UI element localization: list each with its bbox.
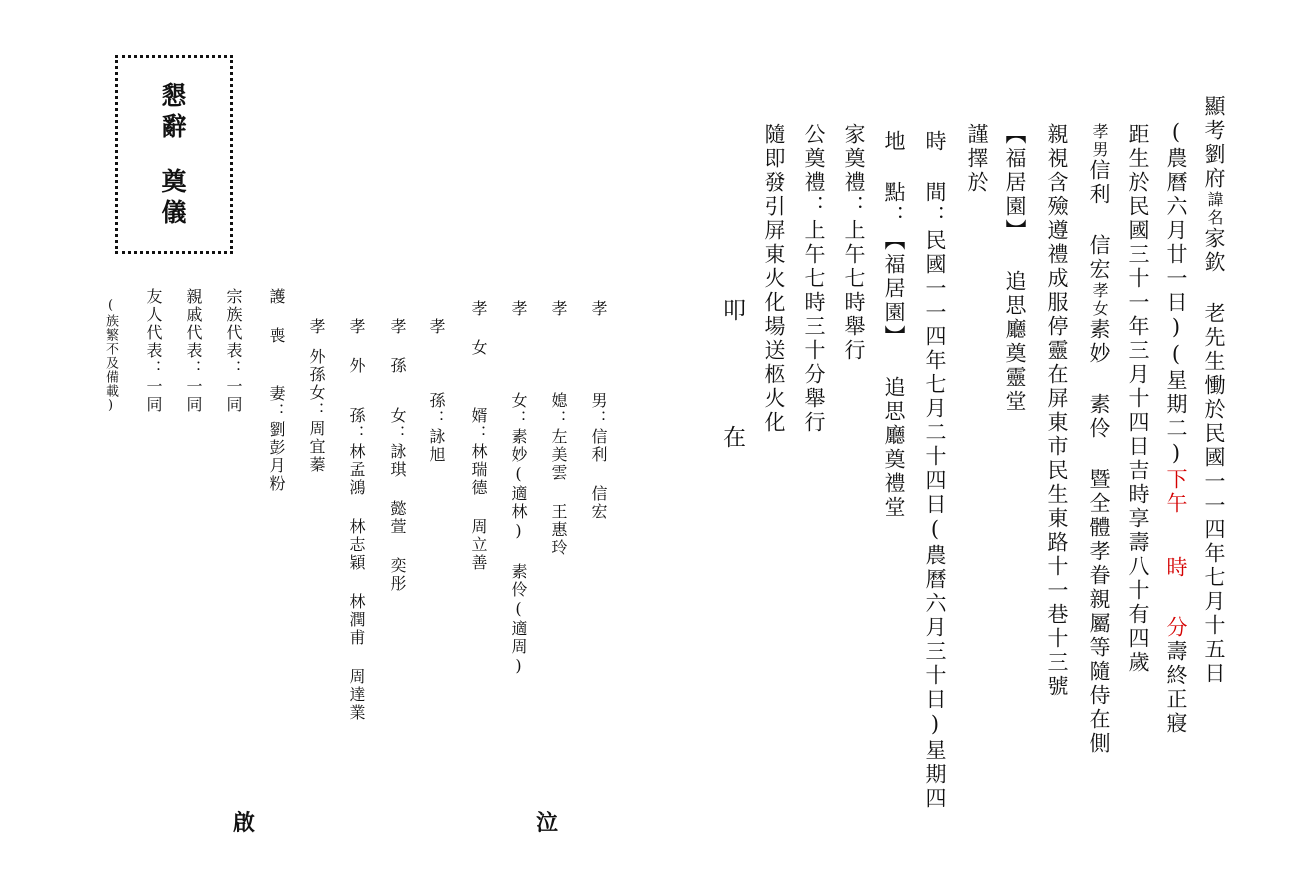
notice-column-6: 【福居園】 追思廳奠靈堂 (1003, 123, 1027, 414)
notice-column-4: 孝男信利 信宏孝女素妙 素伶 暨全體孝眷親屬等隨侍在側 (1087, 123, 1111, 756)
family-row-chief-mourner: 護 喪妻：劉彭月粉 (267, 288, 286, 493)
closing-kowtow: 叩 (719, 298, 745, 324)
notice-column-9: 地 點：【福居園】 追思廳奠禮堂 (882, 130, 906, 520)
family-row-granddaughter: 孝 孫女：詠琪 懿萱 奕彤 (388, 318, 407, 593)
notice-column-10: 家奠禮：上午七時舉行 (842, 123, 866, 363)
family-row-maternal-grandson: 孝 外孫：林孟鴻 林志穎 林潤甫 周達業 (347, 318, 366, 722)
notice-column-5: 親視含殮遵禮成服停靈在屏東市民生東路十一巷十三號 (1045, 123, 1069, 699)
notice-column-2: (農曆六月廿一日)(星期二)下午時分壽終正寢 (1164, 120, 1188, 736)
family-row-maternal-granddaughter: 孝外孫女：周宜蓁 (307, 318, 326, 474)
footer-announce: 啟 (233, 810, 256, 836)
decline-gifts-line1: 懇辭 (158, 82, 187, 144)
death-time-text: 下午 (1164, 468, 1188, 516)
family-row-daughter-in-law: 孝媳：左美雲 王惠玲 (549, 300, 568, 557)
notice-column-3: 距生於民國三十一年三月十四日吉時享壽八十有四歲 (1126, 123, 1150, 675)
footer-weep: 泣 (536, 810, 559, 836)
notice-column-7: 謹擇於 (965, 123, 989, 195)
family-row-grandson: 孝孫：詠旭 (427, 318, 446, 464)
notice-column-1: 顯考劉府諱名家欽 老先生慟於民國一一四年七月十五日 (1202, 95, 1226, 686)
notice-column-12: 隨即發引屏東火化場送柩火化 (762, 123, 786, 435)
family-row-daughter: 孝女：素妙(適林) 素伶(適周) (509, 300, 528, 677)
family-row-son: 孝男：信利 信宏 (589, 300, 608, 521)
closing-at: 在 (719, 425, 745, 451)
clan-representative: 宗族代表：一同 (224, 288, 243, 414)
notice-column-8: 時 間：民國一一四年七月二十四日(農曆六月三十日)星期四 (923, 130, 947, 811)
notice-column-11: 公奠禮：上午七時三十分舉行 (802, 123, 826, 435)
friends-representative: 友人代表：一同 (144, 288, 163, 414)
family-row-son-in-law: 孝 女婿：林瑞德 周立善 (469, 300, 488, 572)
incomplete-list-note: (族繁不及備載) (103, 298, 118, 414)
decline-gifts-line2: 奠儀 (158, 168, 187, 230)
relatives-representative: 親戚代表：一同 (184, 288, 203, 414)
